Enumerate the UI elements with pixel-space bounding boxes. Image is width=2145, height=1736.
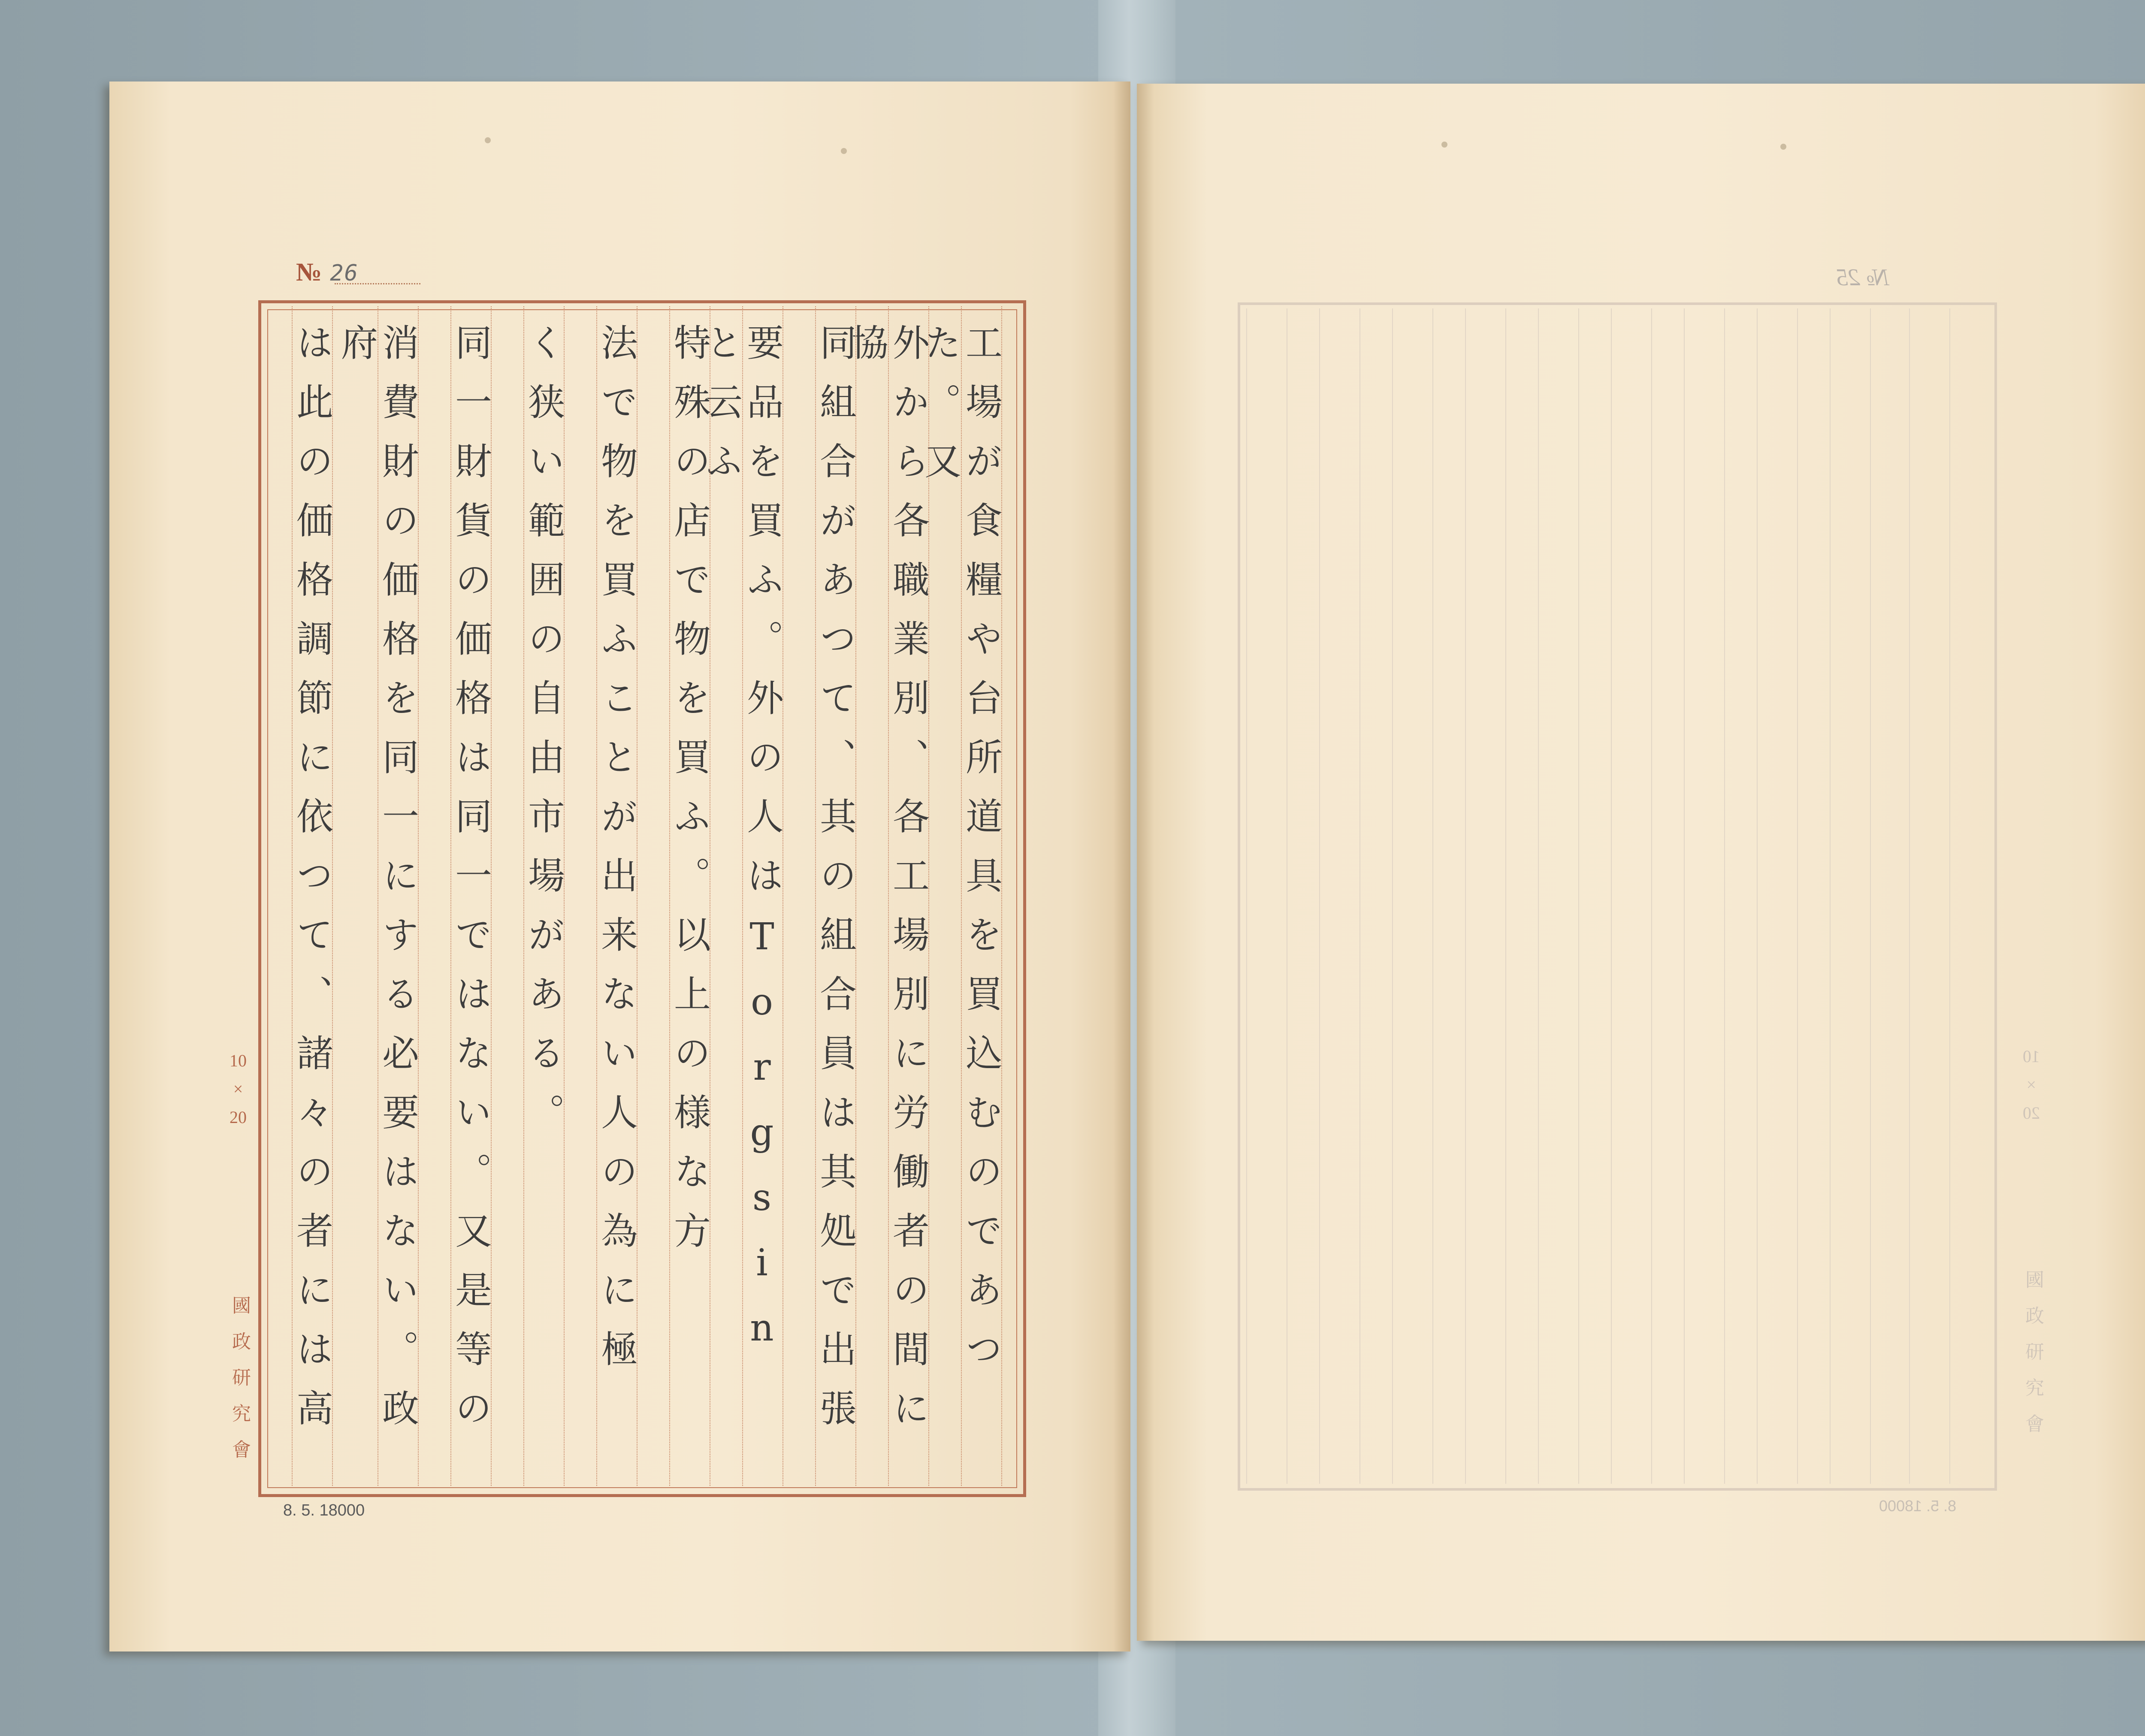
column-text: 要品を買ふ。外の人はTorgsin と云ふ	[699, 323, 783, 1372]
gutter-shadow	[1113, 82, 1130, 1651]
show-through-column	[1392, 308, 1433, 1484]
show-through-sheet-number: № 25	[1836, 264, 1889, 291]
number-sign: №	[296, 258, 323, 286]
column-text: 消費財の価格を同一にする必要はない。政府	[335, 323, 419, 1448]
grid-size-times: ×	[233, 1079, 243, 1099]
manuscript-column	[918, 306, 1002, 1486]
sheet-number-value: 26	[330, 260, 359, 286]
show-through-column	[1611, 308, 1652, 1484]
manuscript-column	[845, 306, 929, 1486]
column-text: 工場が食糧や台所道具を買込むのであつた。又	[918, 323, 1002, 1389]
grid-size-cols: 20	[2023, 1103, 2040, 1123]
show-through-column	[1757, 308, 1798, 1484]
show-through-column	[1465, 308, 1506, 1484]
column-text: 法で物を買ふことが出来ない人の為に極	[595, 323, 637, 1389]
column-text: 同組合があつて、其の組合員は其処で出張	[813, 323, 856, 1448]
column-text: 特殊の店で物を買ふ。以上の様な方	[668, 323, 710, 1271]
manuscript-column	[335, 306, 419, 1486]
publisher-label: 國政研究會	[229, 1295, 250, 1476]
sheet-number	[296, 257, 359, 287]
manuscript-column	[669, 306, 710, 1486]
show-through-column	[1538, 308, 1579, 1484]
manuscript-column	[292, 306, 333, 1486]
print-code: 8. 5. 18000	[283, 1501, 365, 1519]
manuscript-column	[815, 306, 856, 1486]
show-through-grid-size	[2012, 1042, 2051, 1127]
grid-size-rows: 10	[230, 1051, 247, 1070]
grid-size-label	[219, 1047, 257, 1132]
grid-size-rows: 10	[2023, 1047, 2040, 1066]
show-through-publisher: 國政研究會	[2022, 1270, 2043, 1450]
binding-hole	[1780, 144, 1786, 150]
manuscript-column	[699, 306, 783, 1486]
show-through-column	[1909, 308, 1950, 1484]
column-text: は此の価格調節に依つて、諸々の者には高	[290, 323, 333, 1448]
show-through-column	[1246, 308, 1287, 1484]
grid-size-times: ×	[2026, 1075, 2036, 1094]
column-text: 外から各職業別、各工場別に労働者の間に協	[845, 323, 929, 1448]
column-text: く狭い範囲の自由市場がある。	[522, 323, 565, 1152]
manuscript-column	[596, 306, 637, 1486]
grid-size-cols: 20	[230, 1108, 247, 1127]
column-text: 同一財貨の価格は同一ではない。又是等の	[449, 323, 492, 1448]
binding-hole	[485, 137, 491, 143]
show-through-column	[1830, 308, 1871, 1484]
sheet-number-underline	[335, 283, 420, 284]
show-through-column	[1684, 308, 1725, 1484]
show-through-column	[1319, 308, 1360, 1484]
show-through-print-code: 8. 5. 18000	[1879, 1497, 1957, 1515]
binding-hole	[841, 148, 847, 154]
binding-hole	[1441, 142, 1447, 148]
gutter-shadow	[1137, 84, 1154, 1641]
manuscript-column	[450, 306, 492, 1486]
manuscript-column	[523, 306, 565, 1486]
